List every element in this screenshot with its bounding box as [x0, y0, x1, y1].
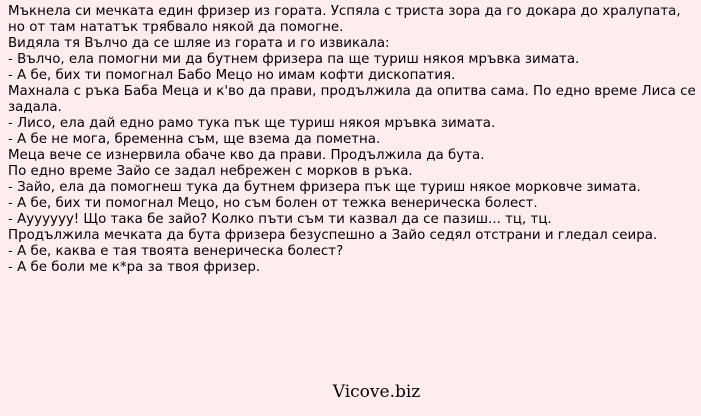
joke-line: - А бе не мога, бременна съм, ще взема да пометна. — [8, 132, 381, 147]
joke-line: - Лисо, ела дай едно рамо тука пък ще туриш някоя мръвка зимата. — [8, 116, 496, 131]
site-watermark — [0, 382, 701, 402]
joke-line: - А бе, каква е тая твоята венерическа болест? — [8, 244, 344, 259]
joke-line: - Вълчо, ела помогни ми да бутнем фризера па ще туриш някоя мръвка зимата. — [8, 52, 580, 67]
joke-line: Меца вече се изнервила обаче кво да прави. Продължила да бута. — [8, 148, 485, 163]
joke-line: По едно време Зайо се задал небрежен с морков в ръка. — [8, 164, 413, 179]
joke-line: - Ауууууу! Що така бе зайо? Колко пъти съм ти казвал да се пазиш... тц, тц. — [8, 212, 552, 227]
joke-line: - А бе боли ме к*ра за твоя фризер. — [8, 260, 261, 275]
joke-line: - А бе, бих ти помогнал Мецо, но съм болен от тежка венерическа болест. — [8, 196, 538, 211]
joke-line: Мъкнела си мечката един фризер из гората. Успяла с триста зора да го докара до хралупата, но от там нататък трябвало някой да помогне. — [8, 4, 681, 35]
joke-line: - А бе, бих ти помогнал Бабо Мецо но имам кофти дископатия. — [8, 68, 456, 83]
joke-line: - Зайо, ела да помогнеш тука да бутнем фризера пък ще туриш някое морковче зимата. — [8, 180, 641, 195]
site-name: Vicove.biz — [332, 382, 421, 402]
joke-line: Продължила мечката да бута фризера безуспешно а Зайо седял отстрани и гледал сеира. — [8, 228, 658, 243]
joke-line: Махнала с ръка Баба Меца и к'во да прави, продължила да опитва сама. По едно време Лиса се задала. — [8, 84, 696, 115]
joke-text — [8, 4, 696, 276]
joke-line: Видяла тя Вълчо да се шляе из гората и го извикала: — [8, 36, 390, 51]
